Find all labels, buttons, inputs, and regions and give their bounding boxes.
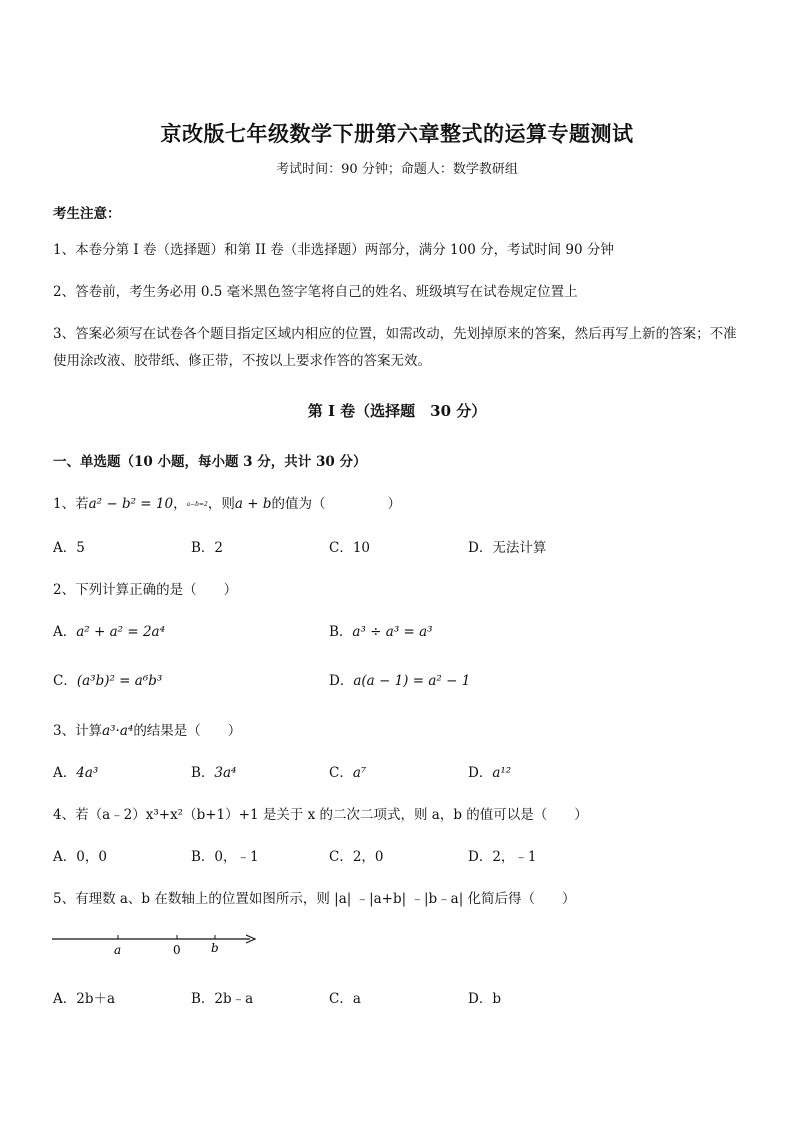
notice-item-3: 3、答案必须写在试卷各个题目指定区域内相应的位置，如需改动，先划掉原来的答案，然后再写上新的答案；不准使用涂改液、胶带纸、修正带，不按以上要求作答的答案无效。 <box>53 326 737 369</box>
q5-option-b: B．2b﹣a <box>191 991 254 1007</box>
label-0: 0 <box>173 943 181 957</box>
q1-close: ） <box>387 496 401 512</box>
page-title: 京改版七年级数学下册第六章整式的运算专题测试 <box>160 121 634 146</box>
q2-option-b: B．a³ ÷ a³ = a³ <box>329 624 433 640</box>
number-line-figure <box>50 926 264 960</box>
q1-option-a: A．5 <box>53 540 85 556</box>
notice-item-1: 1、本卷分第 I 卷（选择题）和第 II 卷（非选择题）两部分，满分 100 分，考试时间 90 分钟 <box>53 242 614 258</box>
question-2: 2、下列计算正确的是（ ） <box>53 582 238 598</box>
notice-item-2: 2、答卷前，考生务必用 0.5 毫米黑色签字笔将自己的姓名、班级填写在试卷规定位置上 <box>53 284 578 300</box>
q4-option-a: A．0，0 <box>53 849 107 865</box>
q4-option-d: D．2，﹣1 <box>468 849 537 865</box>
question-3: 3、计算a³·a⁴的结果是（ ） <box>53 723 242 739</box>
q1-option-d: D．无法计算 <box>468 540 547 556</box>
q1-small-condition: a−b=2 <box>186 501 208 508</box>
q4-option-b: B．0，﹣1 <box>191 849 259 865</box>
q3-option-d: D．a¹² <box>468 765 512 781</box>
label-b: b <box>211 941 219 955</box>
q5-option-c: C．a <box>329 991 361 1007</box>
question-5: 5、有理数 a、b 在数轴上的位置如图所示，则 |a| ﹣|a+b| ﹣|b﹣a| 化简后得（ ） <box>53 891 576 907</box>
exam-info: 考试时间：90 分钟；命题人：数学教研组 <box>276 162 518 177</box>
q4-option-c: C．2，0 <box>329 849 384 865</box>
q5-option-a: A．2b＋a <box>53 991 116 1007</box>
q3-expr: a³·a⁴ <box>102 723 134 739</box>
q1-middle: ，则 <box>207 496 235 512</box>
q1-expr: a + b <box>234 496 272 512</box>
question-4: 4、若（a﹣2）x³+x²（b+1）+1 是关于 x 的二次二项式，则 a，b 的值可以是（ ） <box>53 807 588 823</box>
notice-heading: 考生注意： <box>53 206 121 222</box>
q3-option-a: A．4a³ <box>53 765 99 781</box>
q1-suffix: 的值为（ <box>271 496 326 512</box>
q2-option-d: D．a(a − 1) = a² − 1 <box>329 673 471 689</box>
q3-option-c: C．a⁷ <box>329 765 367 781</box>
q2-option-a: A．a² + a² = 2a⁴ <box>53 624 166 640</box>
section-title: 第 I 卷（选择题 30 分） <box>307 402 487 420</box>
q1-condition: a² − b² = 10 <box>88 496 174 512</box>
label-a: a <box>114 943 122 957</box>
question-1: 1、若a² − b² = 10，a−b=2，则a + b的值为（ ） <box>53 496 401 512</box>
q1-option-b: B．2 <box>191 540 224 556</box>
q2-option-c: C．(a³b)² = a⁶b³ <box>53 673 163 689</box>
q1-prefix: 1、若 <box>53 496 89 512</box>
q5-option-d: D．b <box>468 991 501 1007</box>
q1-option-c: C．10 <box>329 540 371 556</box>
q3-option-b: B．3a⁴ <box>191 765 237 781</box>
part-heading: 一、单选题（10 小题，每小题 3 分，共计 30 分） <box>53 454 367 470</box>
